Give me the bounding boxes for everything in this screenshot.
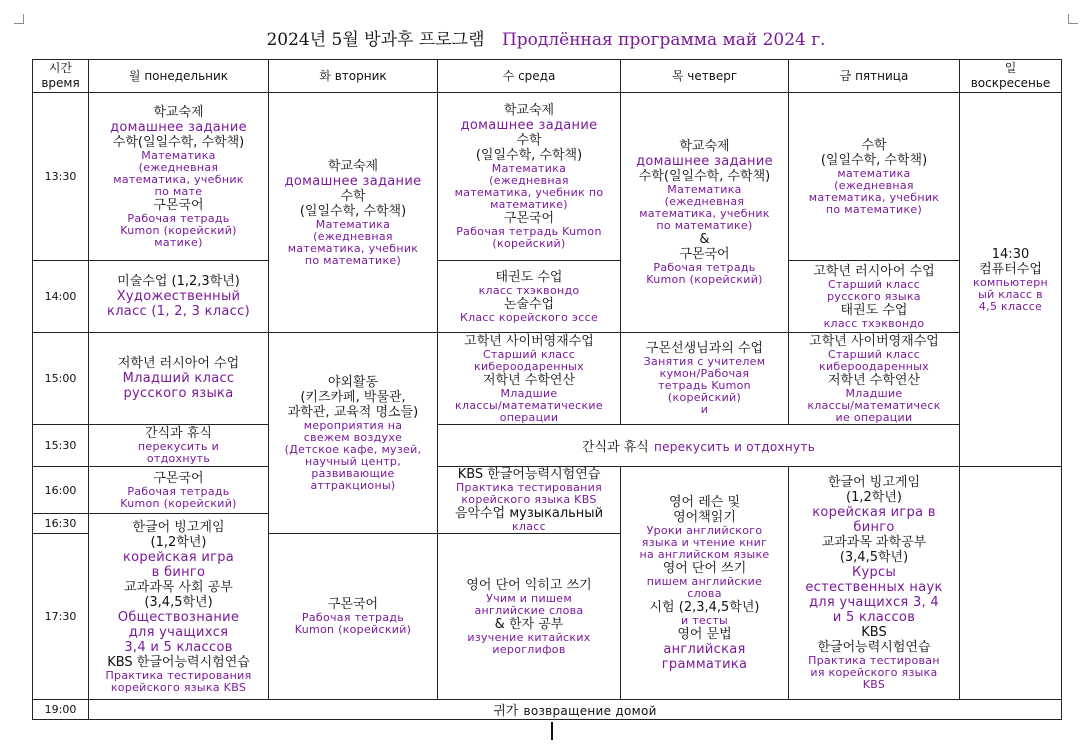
cell-line-russian: Kumon (корейский)	[120, 223, 237, 237]
cell-line-russian: (ежедневная	[664, 195, 745, 208]
cell-line-russian: математика, учебник	[639, 207, 770, 220]
cell-line-korean: 저학년 수학연산	[482, 372, 576, 388]
cell-line-korean: &	[699, 232, 710, 247]
cell-line-korean: KBS 한글어능력시험연습	[457, 467, 601, 482]
cell-line-russian: Рабочая тетрадь	[127, 211, 230, 225]
cell-line-russian: Практика тестирования	[455, 481, 603, 494]
cell-line-korean: 영어 레슨 및	[668, 494, 741, 510]
cell-wed-homework	[438, 93, 621, 261]
cell-line-korean: (일일수학, 수학책)	[820, 152, 928, 168]
header-sunday: 일 воскресенье	[960, 60, 1062, 93]
cell-line-russian: Обществознание	[117, 609, 240, 625]
title-korean: 2024년 5월 방과후 프로그램	[266, 30, 485, 50]
cell-line-russian: матике)	[154, 235, 203, 249]
cell-mon-art	[89, 261, 269, 333]
cell-line-russian: Учим и пишем	[486, 591, 572, 605]
cell-line-russian: ия корейского языка	[810, 666, 938, 679]
cell-line-korean: 수학	[861, 137, 887, 153]
snack-ko: 간식과 휴식	[581, 440, 649, 455]
cell-tue-outdoor	[269, 333, 438, 534]
cell-line-korean: 수학	[340, 188, 366, 204]
cell-mon-kumon	[89, 467, 269, 514]
cell-fri-math	[789, 93, 960, 261]
cell-line-russian: класс тхэквондо	[478, 283, 580, 297]
cell-line-russian: класс (1, 2, 3 класс)	[107, 304, 250, 319]
cell-line-korean: 구몬국어	[327, 597, 379, 612]
cell-line-russian: Старший класс	[482, 347, 576, 361]
cell-line-russian: Рабочая тетрадь	[127, 484, 230, 498]
cell-line-russian: математика, учебник	[113, 172, 244, 186]
header-thursday: 목 четверг	[621, 60, 789, 93]
cell-line-russian: Математика	[315, 217, 391, 231]
cell-line-russian: Младшие	[845, 386, 903, 400]
cell-line-russian: корейского языка KBS	[461, 493, 597, 506]
cell-line-russian: Математика	[667, 183, 742, 196]
cell-line-korean: 구몬선생님과의 수업	[645, 341, 764, 356]
cell-line-russian: корейская игра в	[812, 505, 936, 520]
time-1730: 17:30	[33, 534, 89, 700]
cell-line-korean: 한글어능력시험연습	[817, 640, 931, 655]
cell-line-korean: KBS 한글어능력시험연습	[107, 654, 250, 670]
cell-line-russian: по математике)	[825, 202, 923, 216]
cell-line-russian: кибероодаренных	[474, 359, 584, 373]
cell-line-korean: 한글어 빙고게임	[827, 475, 921, 490]
cell-line-russian: развивающие	[311, 466, 395, 480]
cell-line-russian: для учащихся 3, 4	[809, 595, 939, 610]
cell-wed-taekwondo	[438, 261, 621, 333]
cell-thu-kumon	[621, 333, 789, 425]
cell-line-russian: по мате	[154, 184, 203, 198]
cell-line-russian: (ежедневная	[313, 229, 393, 243]
cell-line-korean: 고학년 사이버영재수업	[464, 333, 594, 349]
cell-home-row	[89, 700, 1062, 720]
cell-line-russian: домашнее задание	[284, 173, 422, 189]
header-friday: 금 пятница	[789, 60, 960, 93]
cell-line-korean: 간식과 휴식	[145, 426, 212, 441]
time-1500: 15:00	[33, 333, 89, 425]
cell-line-korean: 음악수업 музыкальный	[454, 506, 604, 521]
cell-line-russian: по математике)	[656, 219, 753, 232]
cell-line-russian: ие операции	[835, 410, 913, 424]
cell-line-russian: и 5 классов	[832, 610, 916, 625]
header-wednesday: 수 среда	[438, 60, 621, 93]
cell-line-korean: 학교숙제	[327, 158, 379, 174]
cell-line-korean: 수학(일일수학, 수학책)	[638, 169, 771, 184]
cell-line-korean: 영어 단어 쓰기	[662, 560, 747, 576]
cell-line-korean: 수학	[516, 133, 542, 148]
cell-fri-bingo	[789, 467, 960, 700]
cell-line-russian: перекусить и	[137, 440, 220, 453]
cell-thu-english	[621, 467, 789, 700]
cell-line-russian: математика, учебник	[808, 190, 940, 204]
cell-line-korean: 논술수업	[503, 296, 555, 312]
cell-line-korean: 학교숙제	[679, 139, 730, 154]
cell-line-russian: Младшие	[500, 386, 558, 400]
cell-line-russian: аттракционы)	[310, 478, 396, 492]
page-corner-mark	[14, 14, 24, 24]
cell-fri-russian	[789, 261, 960, 333]
cell-line-russian: и	[700, 403, 709, 416]
cell-sun-empty	[960, 467, 1062, 700]
time-1530: 15:30	[33, 425, 89, 467]
cell-line-russian: бинго	[853, 520, 895, 535]
cell-line-russian: корейская игра	[122, 549, 235, 565]
cell-line-russian: Занятия с учителем	[643, 355, 766, 368]
cell-line-russian: кумон/Рабочая	[659, 367, 750, 380]
cell-line-russian: естественных наук	[805, 580, 943, 595]
cell-line-korean: 학교숙제	[503, 103, 555, 118]
home-ko: 귀가	[493, 704, 519, 719]
cell-line-russian: (ежедневная	[489, 174, 569, 187]
time-1400: 14:00	[33, 261, 89, 333]
cell-line-korean: (키즈카페, 박물관,	[300, 389, 406, 405]
cell-line-russian: свежем воздухе	[303, 430, 403, 444]
cell-line-russian: по математике)	[304, 253, 402, 267]
cell-line-russian: математике)	[490, 198, 568, 211]
cell-mon-homework	[89, 93, 269, 261]
home-ru: возвращение домой	[523, 704, 657, 718]
cell-line-russian: 4,5 классе	[978, 299, 1043, 313]
header-tuesday: 화 вторник	[269, 60, 438, 93]
snack-ru: перекусить и отдохнуть	[653, 440, 816, 454]
cell-line-korean: 컴퓨터수업	[979, 261, 1042, 277]
cell-line-korean: 학교숙제	[153, 104, 204, 120]
cell-line-korean: 수학(일일수학, 수학책)	[112, 134, 245, 150]
cell-line-russian: (Детское кафе, музей,	[284, 442, 422, 456]
cell-line-russian: в бинго	[151, 564, 206, 580]
cell-line-russian: английские слова	[474, 603, 584, 617]
cell-line-korean: 구몬국어	[679, 247, 730, 262]
cell-line-russian: математика, учебник по	[454, 186, 604, 199]
header-monday: 월 понедельник	[89, 60, 269, 93]
cell-line-russian: Практика тестирован	[808, 654, 940, 667]
cell-snack-row	[438, 425, 960, 467]
cell-line-korean: (1,2학년)	[150, 534, 207, 550]
cell-line-russian: (ежедневная	[138, 160, 219, 174]
cell-line-russian: математика	[837, 166, 911, 180]
cell-fri-cyber	[789, 333, 960, 425]
cell-line-russian: и тесты	[680, 613, 729, 627]
header-time: 시간 время	[33, 60, 89, 93]
title-russian: Продлённая программа май 2024 г.	[501, 30, 826, 50]
cell-line-korean: 태권도 수업	[495, 269, 563, 285]
cell-line-russian: домашнее задание	[636, 154, 773, 169]
page-corner-mark	[1068, 14, 1078, 24]
cell-line-russian: Kumon (корейский)	[294, 623, 412, 636]
cell-line-russian: Kumon (корейский)	[120, 496, 237, 510]
page-title	[0, 25, 1092, 50]
cell-line-russian: Класс корейского эссе	[459, 310, 599, 324]
cell-line-russian: для учащихся	[128, 624, 229, 640]
cell-line-russian: Художественный	[116, 289, 241, 304]
time-1600: 16:00	[33, 467, 89, 514]
cell-line-russian: Курсы	[851, 565, 897, 580]
cell-line-russian: математика, учебник	[287, 241, 419, 255]
cell-mon-russian	[89, 333, 269, 425]
time-1900: 19:00	[33, 700, 89, 720]
cell-line-russian: на английском языке	[639, 547, 770, 561]
header-row	[33, 60, 1062, 93]
cell-line-korean: (3,4,5학년)	[144, 594, 213, 610]
cell-line-korean: 교과과목 사회 공부	[124, 579, 233, 595]
cell-line-russian: Kumon (корейский)	[646, 273, 763, 286]
cell-line-russian: корейского языка KBS	[110, 680, 247, 694]
cell-line-russian: 3,4 и 5 классов	[124, 639, 233, 655]
cell-line-korean: (1,2학년)	[846, 490, 902, 505]
cell-line-korean: 구몬국어	[503, 211, 555, 226]
cell-line-russian: иероглифов	[492, 642, 566, 656]
cell-line-korean: (일일수학, 수학책)	[475, 148, 583, 163]
cell-line-korean: 저학년 수학연산	[827, 372, 921, 388]
cell-line-russian: Старший класс	[827, 277, 921, 291]
cell-line-russian: кибероодаренных	[819, 359, 929, 373]
cell-line-russian: русского языка	[123, 386, 234, 401]
cell-wed-kbs	[438, 467, 621, 534]
cell-line-russian: русского языка	[827, 289, 921, 303]
cell-line-russian: Рабочая тетрадь Kumon	[456, 225, 602, 238]
cell-line-russian: грамматика	[661, 656, 748, 672]
cell-line-russian: пишем английские	[646, 574, 763, 588]
cell-line-korean: 구몬국어	[153, 470, 204, 486]
cell-line-russian: компьютерн	[973, 275, 1048, 289]
cell-line-korean: 과학관, 교육적 명소들)	[287, 404, 419, 420]
cell-line-korean: 고학년 사이버영재수업	[809, 333, 939, 349]
cell-line-russian: Младший класс	[122, 371, 235, 386]
cell-line-russian: класс тхэквондо	[823, 316, 925, 330]
cell-line-korean: 영어 단어 익히고 쓰기	[466, 577, 592, 593]
cell-mon-bingo	[89, 514, 269, 700]
cell-line-russian: классы/математичеcк	[807, 398, 941, 412]
cell-line-russian: Математика	[141, 148, 216, 162]
cell-line-korean: 14:30	[991, 246, 1030, 262]
cell-line-russian: домашнее задание	[460, 118, 598, 133]
cell-line-russian: изучение китайских	[467, 630, 591, 644]
cell-line-russian: Математика	[491, 162, 567, 175]
cell-line-russian: языка и чтение книг	[641, 535, 768, 549]
cell-line-korean: 미술수업 (1,2,3학년)	[117, 274, 240, 289]
cell-line-russian: (корейский)	[667, 391, 742, 404]
cell-line-russian: операции	[499, 410, 559, 424]
cell-line-korean: 태권도 수업	[840, 302, 908, 318]
cell-mon-snack	[89, 425, 269, 467]
time-1630: 16:30	[33, 514, 89, 534]
cell-line-korean: 야외활동	[327, 374, 379, 390]
cell-line-russian: ый класс в	[978, 287, 1043, 301]
cell-line-russian: тетрадь Kumon	[658, 379, 751, 392]
cell-line-korean: (일일수학, 수학책)	[299, 203, 407, 219]
cell-line-russian: мероприятия на	[303, 418, 403, 432]
cell-line-russian: научный центр,	[305, 454, 401, 468]
cell-wed-english-words	[438, 534, 621, 700]
cell-tue-homework	[269, 93, 438, 333]
cell-line-korean: 고학년 러시아어 수업	[813, 263, 935, 279]
cell-line-russian: Практика тестирования	[105, 668, 252, 682]
cell-line-korean: 시험 (2,3,4,5학년)	[649, 599, 760, 615]
cell-line-russian: английская	[663, 641, 746, 657]
cell-line-korean: 저학년 러시아어 수업	[117, 356, 240, 371]
cell-line-russian: (корейский)	[492, 237, 566, 250]
cell-tue-kumon	[269, 534, 438, 700]
cell-line-russian: (ежедневная	[834, 178, 914, 192]
cell-line-korean: 교과과목 과학공부	[821, 535, 927, 550]
cell-line-korean: 구몬국어	[153, 197, 204, 213]
cell-line-korean: KBS	[861, 625, 887, 640]
cell-line-russian: домашнее задание	[110, 119, 247, 135]
schedule-table	[32, 59, 1062, 720]
cell-line-russian: класс	[511, 520, 546, 533]
cell-line-korean: 영어책읽기	[673, 509, 736, 525]
cell-line-korean: & 한자 공부	[494, 616, 564, 632]
cell-line-korean: 영어 문법	[677, 626, 732, 642]
cell-line-russian: слова	[687, 586, 722, 600]
cell-line-russian: классы/математические	[455, 398, 603, 412]
cell-line-russian: Рабочая тетрадь	[301, 611, 405, 624]
time-1330: 13:30	[33, 93, 89, 261]
cell-line-korean: 한글어 빙고게임	[132, 519, 225, 535]
cell-thu-homework	[621, 93, 789, 333]
cell-line-russian: Уроки английского	[646, 523, 763, 537]
cell-line-korean: (3,4,5학년)	[839, 550, 909, 565]
cell-line-russian: KBS	[862, 678, 886, 691]
cell-line-russian: отдохнуть	[146, 452, 211, 465]
cell-line-russian: Старший класс	[827, 347, 921, 361]
text-cursor	[551, 722, 553, 740]
cell-line-russian: Рабочая тетрадь	[653, 261, 756, 274]
cell-wed-cyber	[438, 333, 621, 425]
cell-sun-computer	[960, 93, 1062, 467]
